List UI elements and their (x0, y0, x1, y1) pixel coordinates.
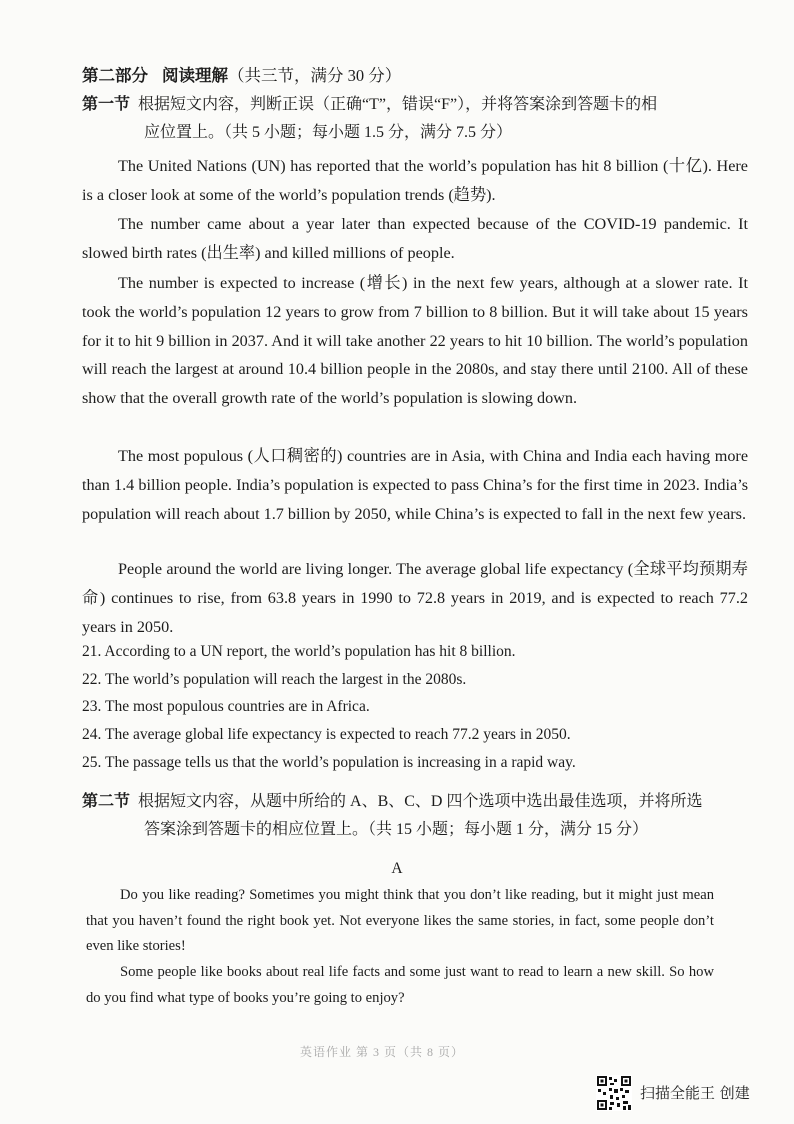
section2-label: 第二节 (82, 793, 131, 810)
section1-label: 第一节 (82, 96, 131, 113)
section1-line2: 应位置上。（共 5 小题；每小题 1.5 分，满分 7.5 分） (144, 124, 513, 141)
question-item: 23. The most populous countries are in Africa. (82, 698, 370, 715)
page-footer-text: 英语作业 第 3 页（共 8 页） (300, 1045, 465, 1059)
scanner-watermark-label: 扫描全能王 创建 (640, 1084, 750, 1102)
section1-line1: 根据短文内容，判断正误（正确“T”，错误“F”），并将答案涂到答题卡的相 (138, 96, 658, 113)
passage-a-paragraph: Some people like books about real life facts and some just want to read to learn a new skill. So how do you find what type of books you’re going to enjoy? (86, 964, 714, 1006)
question-item: 24. The average global life expectancy is expected to reach 77.2 years in 2050. (82, 726, 571, 743)
section2-line2: 答案涂到答题卡的相应位置上。（共 15 小题；每小题 1 分，满分 15 分） (144, 821, 649, 838)
part-label: 第二部分 (82, 66, 148, 85)
bleed-through-mark (440, 66, 443, 81)
section2-line1: 根据短文内容，从题中所给的 A、B、C、D 四个选项中选出最佳选项，并将所选 (138, 793, 703, 810)
passage-paragraph: The most populous (人口稠密的) countries are in Asia, with China and India each having more than 1.4 billion people. India’s population is expected to pass China’s for the first time in 2023. India’s population will reach about 1.7 billion by 2050, while China’s is expected to fall in the next few years. (82, 447, 748, 523)
passage-paragraph: People around the world are living longer. The average global life expectancy (全球平均预期寿命) continues to rise, from 63.8 years in 1990 to 72.8 years in 2019, and is expected to reach 77.2 years in 2050. (82, 560, 748, 636)
passage-a-heading: A (391, 860, 403, 877)
section-title (82, 62, 401, 86)
passage-paragraph: The United Nations (UN) has reported that the world’s population has hit 8 billion (十亿). Here is a closer look at some of the world’s population trends (趋势). (82, 157, 748, 204)
passage-paragraph: The number came about a year later than expected because of the COVID-19 pandemic. It slowed birth rates (出生率) and killed millions of people. (82, 215, 748, 262)
question-item: 25. The passage tells us that the world’s population is increasing in a rapid way. (82, 754, 576, 771)
section2-instructions (82, 788, 702, 844)
question-item: 22. The world’s population will reach the largest in the 2080s. (82, 671, 467, 688)
question-item: 21. According to a UN report, the world’s population has hit 8 billion. (82, 643, 516, 660)
section1-instructions (82, 91, 657, 147)
part-info: （共三节，满分 30 分） (228, 66, 402, 85)
qr-code-icon (596, 1075, 632, 1111)
passage-a-paragraph: Do you like reading? Sometimes you might think that you don’t like reading, but it might just mean that you haven’t found the right book yet. Not everyone likes the same stories, in fact, some people don’t even like stories! (86, 887, 714, 954)
part-name: 阅读理解 (162, 66, 228, 85)
passage-paragraph: The number is expected to increase (增长) in the next few years, although at a slower rate. It took the world’s population 12 years to grow from 7 billion to 8 billion. But it will take about 15 years for it to hit 9 billion in 2037. And it will take another 22 years to hit 10 billion. The world’s population will reach the largest at around 10.4 billion people in the 2080s, and stay there until 2100. All of these show that the overall growth rate of the world’s population is slowing down. (82, 274, 748, 408)
